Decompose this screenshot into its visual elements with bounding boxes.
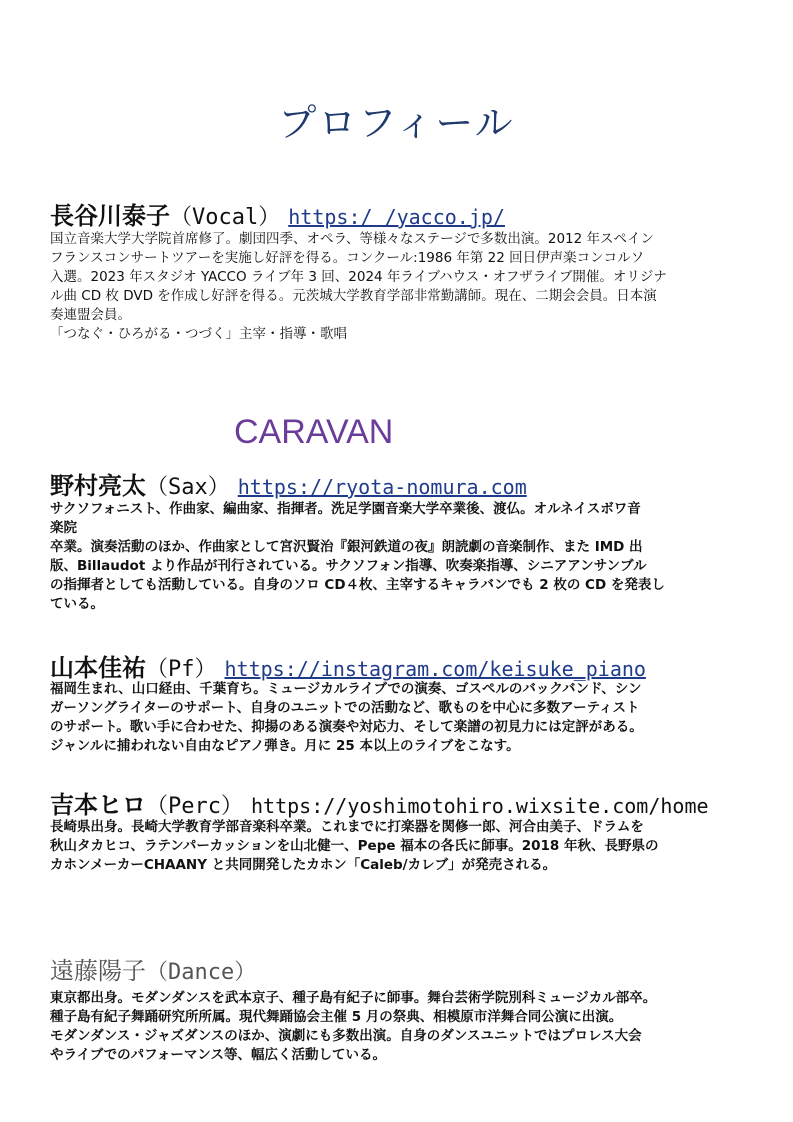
bio-line: モダンダンス・ジャズダンスのほか、演劇にも多数出演。自身のダンスユニットではプロレス大会 <box>50 1028 642 1044</box>
piano-name: 山本佳祐 <box>50 654 146 682</box>
bio-line: カホンメーカーCHAANY と共同開発したカホン「Caleb/カレブ」が発売される。 <box>50 857 557 873</box>
bio-line: 「つなぐ・ひろがる・つづく」主宰・指導・歌唱 <box>50 326 347 342</box>
sax-name: 野村亮太 <box>50 472 146 500</box>
piano-role: （Pf） <box>146 657 217 682</box>
piano-bio <box>50 680 750 756</box>
vocal-heading <box>50 196 505 231</box>
bio-line: サクソフォニスト、作曲家、編曲家、指揮者。洗足学園音楽大学卒業後、渡仏。オルネイスボワ音 <box>50 501 641 517</box>
bio-line: ジャンルに捕われない自由なピアノ弾き。月に 25 本以上のライブをこなす。 <box>50 738 520 754</box>
bio-line: 種子島有紀子舞踊研究所所属。現代舞踊協会主催 5 月の祭典、相模原市洋舞合同公演に出演。 <box>50 1009 623 1025</box>
sax-heading <box>50 466 527 501</box>
perc-link[interactable]: https://yoshimotohiro.wixsite.com/home <box>250 794 709 818</box>
bio-line: ル曲 CD 枚 DVD を作成し好評を得る。元茨城大学教育学部非常勤講師。現在、二期会会員。日本演 <box>50 288 657 304</box>
bio-line: 福岡生まれ、山口経由、千葉育ち。ミュージカルライブでの演奏、ゴスペルのバックバンド、シン <box>50 681 642 697</box>
bio-line: フランスコンサートツアーを実施し好評を得る。コンクール:1986 年第 22 回日伊声楽コンコルソ <box>50 250 645 266</box>
bio-line: 楽院 <box>50 520 77 536</box>
bio-line: の指揮者としても活動している。自身のソロ CD４枚、主宰するキャラバンでも 2 枚の CD を発表し <box>50 577 665 593</box>
perc-role: （Perc） <box>146 794 243 819</box>
perc-name: 吉本ヒロ <box>50 791 146 819</box>
vocal-name: 長谷川泰子 <box>50 202 170 230</box>
bio-line: ている。 <box>50 596 104 612</box>
group-title: CARAVAN <box>234 413 394 451</box>
bio-line: ガーソングライターのサポート、自身のユニットでの活動など、歌ものを中心に多数アーティスト <box>50 700 640 716</box>
bio-line: 東京都出身。モダンダンスを武本京子、種子島有紀子に師事。舞台芸術学院別科ミュージカル部卒。 <box>50 990 657 1006</box>
bio-line: 長崎県出身。長崎大学教育学部音楽科卒業。これまでに打楽器を関修一郎、河合由美子、ドラムを <box>50 819 644 835</box>
bio-line: 卒業。演奏活動のほか、作曲家として宮沢賢治『銀河鉄道の夜』朗読劇の音楽制作、また IMD 出 <box>50 539 643 555</box>
sax-link[interactable]: https://ryota-nomura.com <box>237 475 527 499</box>
bio-line: 入選。2023 年スタジオ YACCO ライブ年 3 回、2024 年ライブハウス・オフザライブ開催。オリジナ <box>50 269 667 285</box>
piano-heading <box>50 648 646 683</box>
bio-line: のサポート。歌い手に合わせた、抑揚のある演奏や対応力、そして楽譜の初見力には定評がある。 <box>50 719 643 735</box>
bio-line: 国立音楽大学大学院首席修了。劇団四季、オペラ、等様々なステージで多数出演。2012 年スペイン <box>50 231 655 247</box>
bio-line: やライブでのパフォーマンス等、幅広く活動している。 <box>50 1047 387 1063</box>
vocal-bio <box>50 230 750 344</box>
dance-role: （Dance） <box>146 960 257 985</box>
dance-bio <box>50 989 750 1065</box>
vocal-link[interactable]: https:/ /yacco.jp/ <box>288 205 505 229</box>
vocal-role: （Vocal） <box>170 205 281 230</box>
dance-name: 遠藤陽子 <box>50 957 146 985</box>
perc-heading <box>50 785 709 820</box>
bio-line: 奏連盟会員。 <box>50 307 131 323</box>
sax-bio <box>50 500 750 614</box>
piano-link[interactable]: https://instagram.com/keisuke_piano <box>224 657 646 681</box>
bio-line: 版、Billaudot より作品が刊行されている。サクソフォン指導、吹奏楽指導、シニアアンサンブル <box>50 558 647 574</box>
sax-role: （Sax） <box>146 475 230 500</box>
perc-bio <box>50 818 750 875</box>
page-title: プロフィール <box>278 101 515 145</box>
bio-line: 秋山タカヒコ、ラテンパーカッションを山北健一、Pepe 福本の各氏に師事。2018 年秋、長野県の <box>50 838 659 854</box>
dance-heading <box>50 951 256 986</box>
